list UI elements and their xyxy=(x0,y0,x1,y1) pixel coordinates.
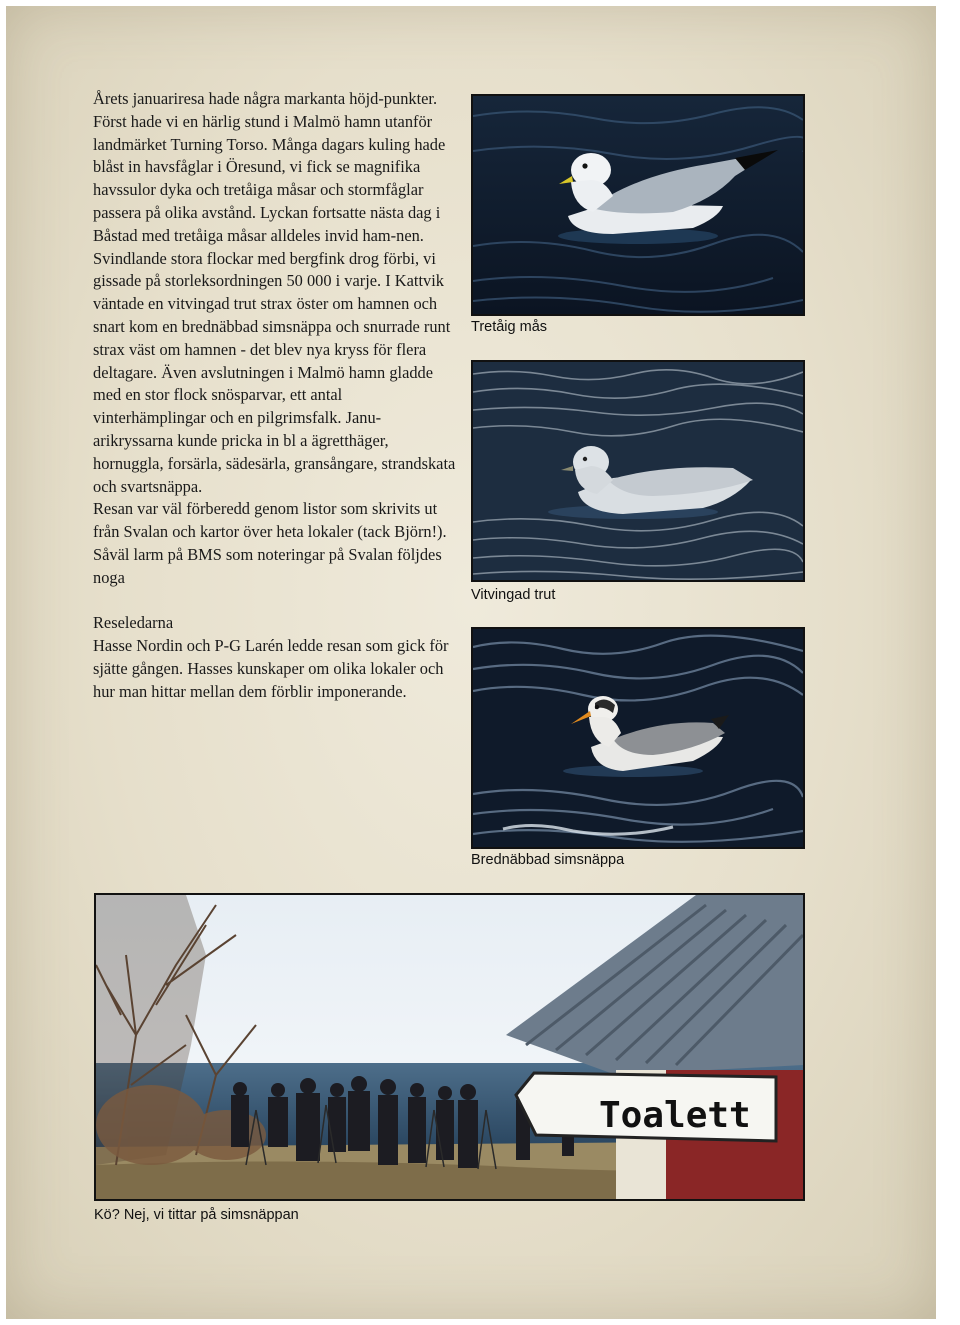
article-paragraph: Resan var väl förberedd genom listor som skrivits ut från Svalan och kartor över heta lokaler (tack Björn!). Såväl larm på BMS som noteringar på Svalan följdes noga xyxy=(93,499,447,587)
photo-caption: Vitvingad trut xyxy=(471,587,556,603)
section-heading: Reseledarna xyxy=(93,613,174,633)
photo-caption: Kö? Nej, vi tittar på simsnäppan xyxy=(94,1207,299,1223)
photo-caption: Brednäbbad simsnäppa xyxy=(471,852,625,868)
iceland-gull-photo xyxy=(471,360,805,582)
photo-caption: Tretåig mås xyxy=(471,319,548,335)
grey-phalarope-photo xyxy=(471,627,805,849)
birders-photo xyxy=(94,893,805,1201)
toilet-sign-text: Toalett xyxy=(599,1095,751,1136)
article-paragraph: Årets januariresa hade några markanta höjd-punkter. Först hade vi en härlig stund i Malmö hamn utanför landmärket Turning Torso. Många dagars kuling hade blåst in havsfåglar i Öresund, vi fick se magnifika havssulor dyka och tretåiga måsar och stormfåglar passera på olika avstånd. Lyckan fortsatte nästa dag i Båstad med tretåiga måsar alldeles invid ham-nen. Svindlande stora flockar med bergfink drog förbi, vi gissade på storleksordningen 50 000 i varje. I Kattvik väntade en vitvingad trut strax öster om hamnen och snart kom en brednäbbad simsnäppa och snurrade runt strax väst om hamnen - det blev nya kryss för flera deltagare. Även avslutningen i Malmö hamn gladde med en stor flock snösparvar, ett antal vinterhämplingar och en pilgrimsfalk. Janu-arikryssarna kunde pricka in bl a ägretthäger, hornuggla, forsärla, sädesärla, gransångare, strandskata och svartsnäppa. xyxy=(93,89,456,496)
article-body xyxy=(93,88,458,704)
kittiwake-photo xyxy=(471,94,805,316)
article-paragraph: Hasse Nordin och P-G Larén ledde resan som gick för sjätte gången. Hasses kunskaper om olika lokaler och hur man hittar mellan dem förblir imponerande. xyxy=(93,636,449,701)
